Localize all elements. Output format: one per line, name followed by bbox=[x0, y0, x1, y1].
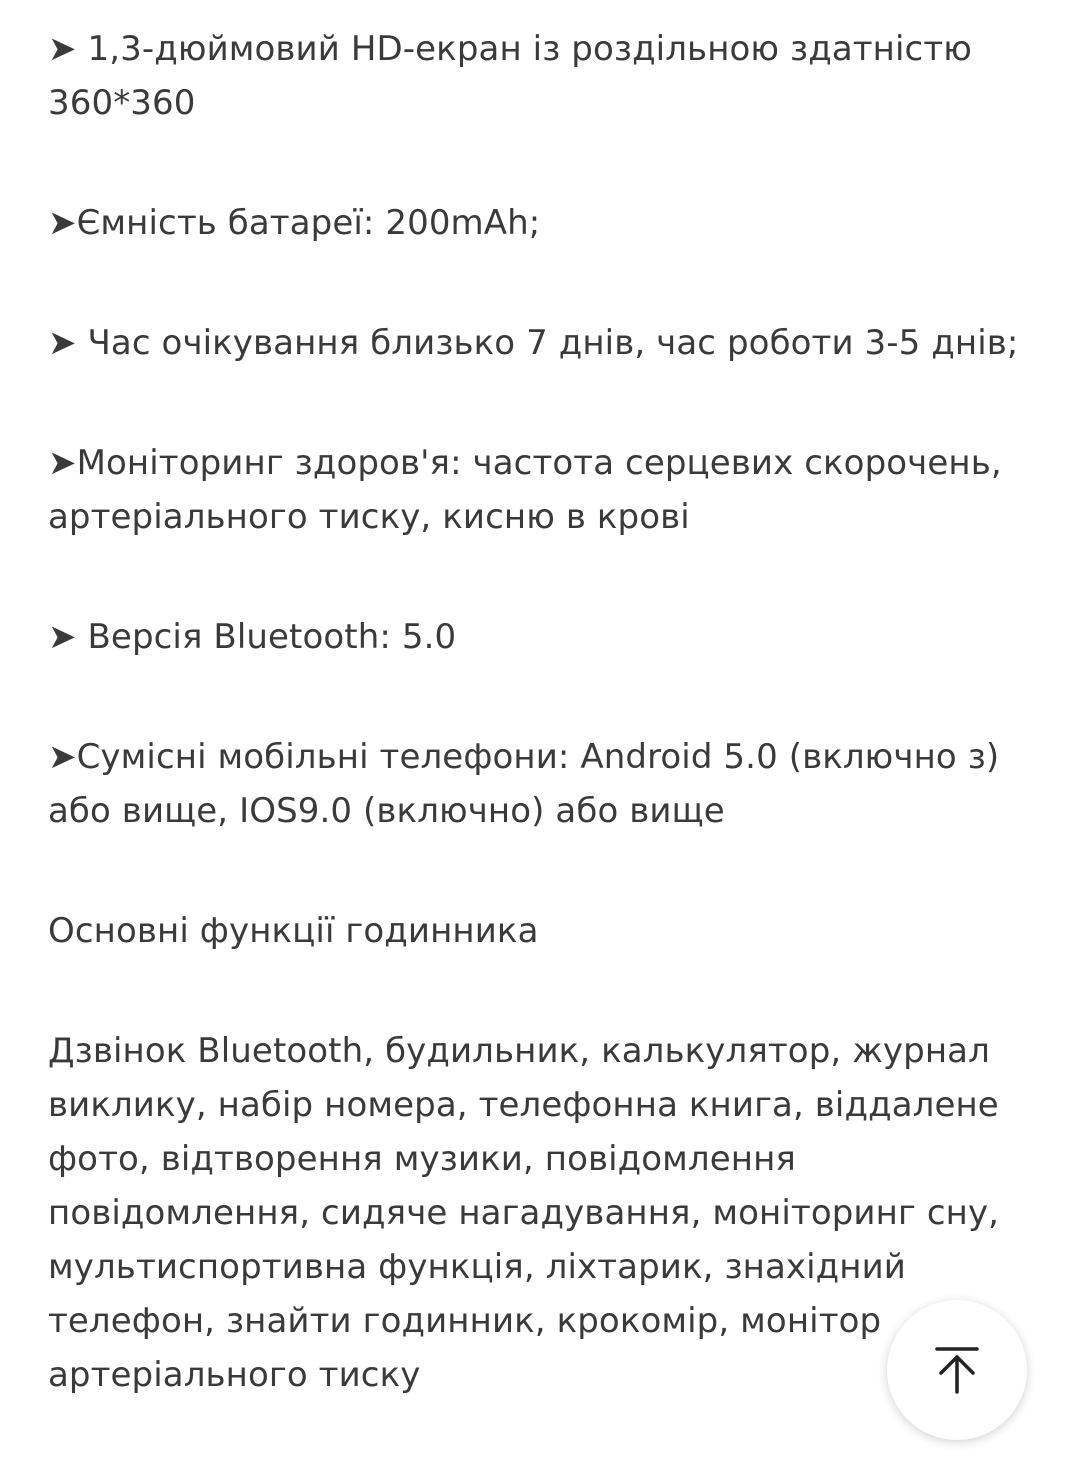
spec-standby-time: ➤ Час очікування близько 7 днів, час роботи 3-5 днів; bbox=[48, 323, 1019, 363]
product-description bbox=[48, 22, 1038, 1468]
arrow-up-to-top-icon bbox=[933, 1345, 981, 1395]
features-list: Дзвінок Bluetooth, будильник, калькулятор, журнал виклику, набір номера, телефонна книга, віддалене фото, відтворення музики, повідомлення повідомлення, сидяче нагадування, моніторинг сну, мультиспортивна функція, ліхтарик, знахідний телефон, знайти годинник, крокомір, монітор артеріального тиску bbox=[48, 1031, 1010, 1395]
spec-health-monitoring: ➤Моніторинг здоров'я: частота серцевих скорочень, артеріального тиску, кисню в крові bbox=[48, 443, 1013, 537]
spec-compatible-phones: ➤Сумісні мобільні телефони: Android 5.0 (включно з) або вище, IOS9.0 (включно) або вище bbox=[48, 737, 1011, 831]
spec-bluetooth-version: ➤ Версія Bluetooth: 5.0 bbox=[48, 617, 457, 657]
spec-screen: ➤ 1,3-дюймовий HD-екран із роздільною здатністю 360*360 bbox=[48, 29, 983, 123]
spec-battery: ➤Ємність батареї: 200mAh; bbox=[48, 203, 541, 243]
scroll-to-top-button[interactable] bbox=[887, 1300, 1027, 1440]
features-heading: Основні функції годинника bbox=[48, 911, 539, 951]
